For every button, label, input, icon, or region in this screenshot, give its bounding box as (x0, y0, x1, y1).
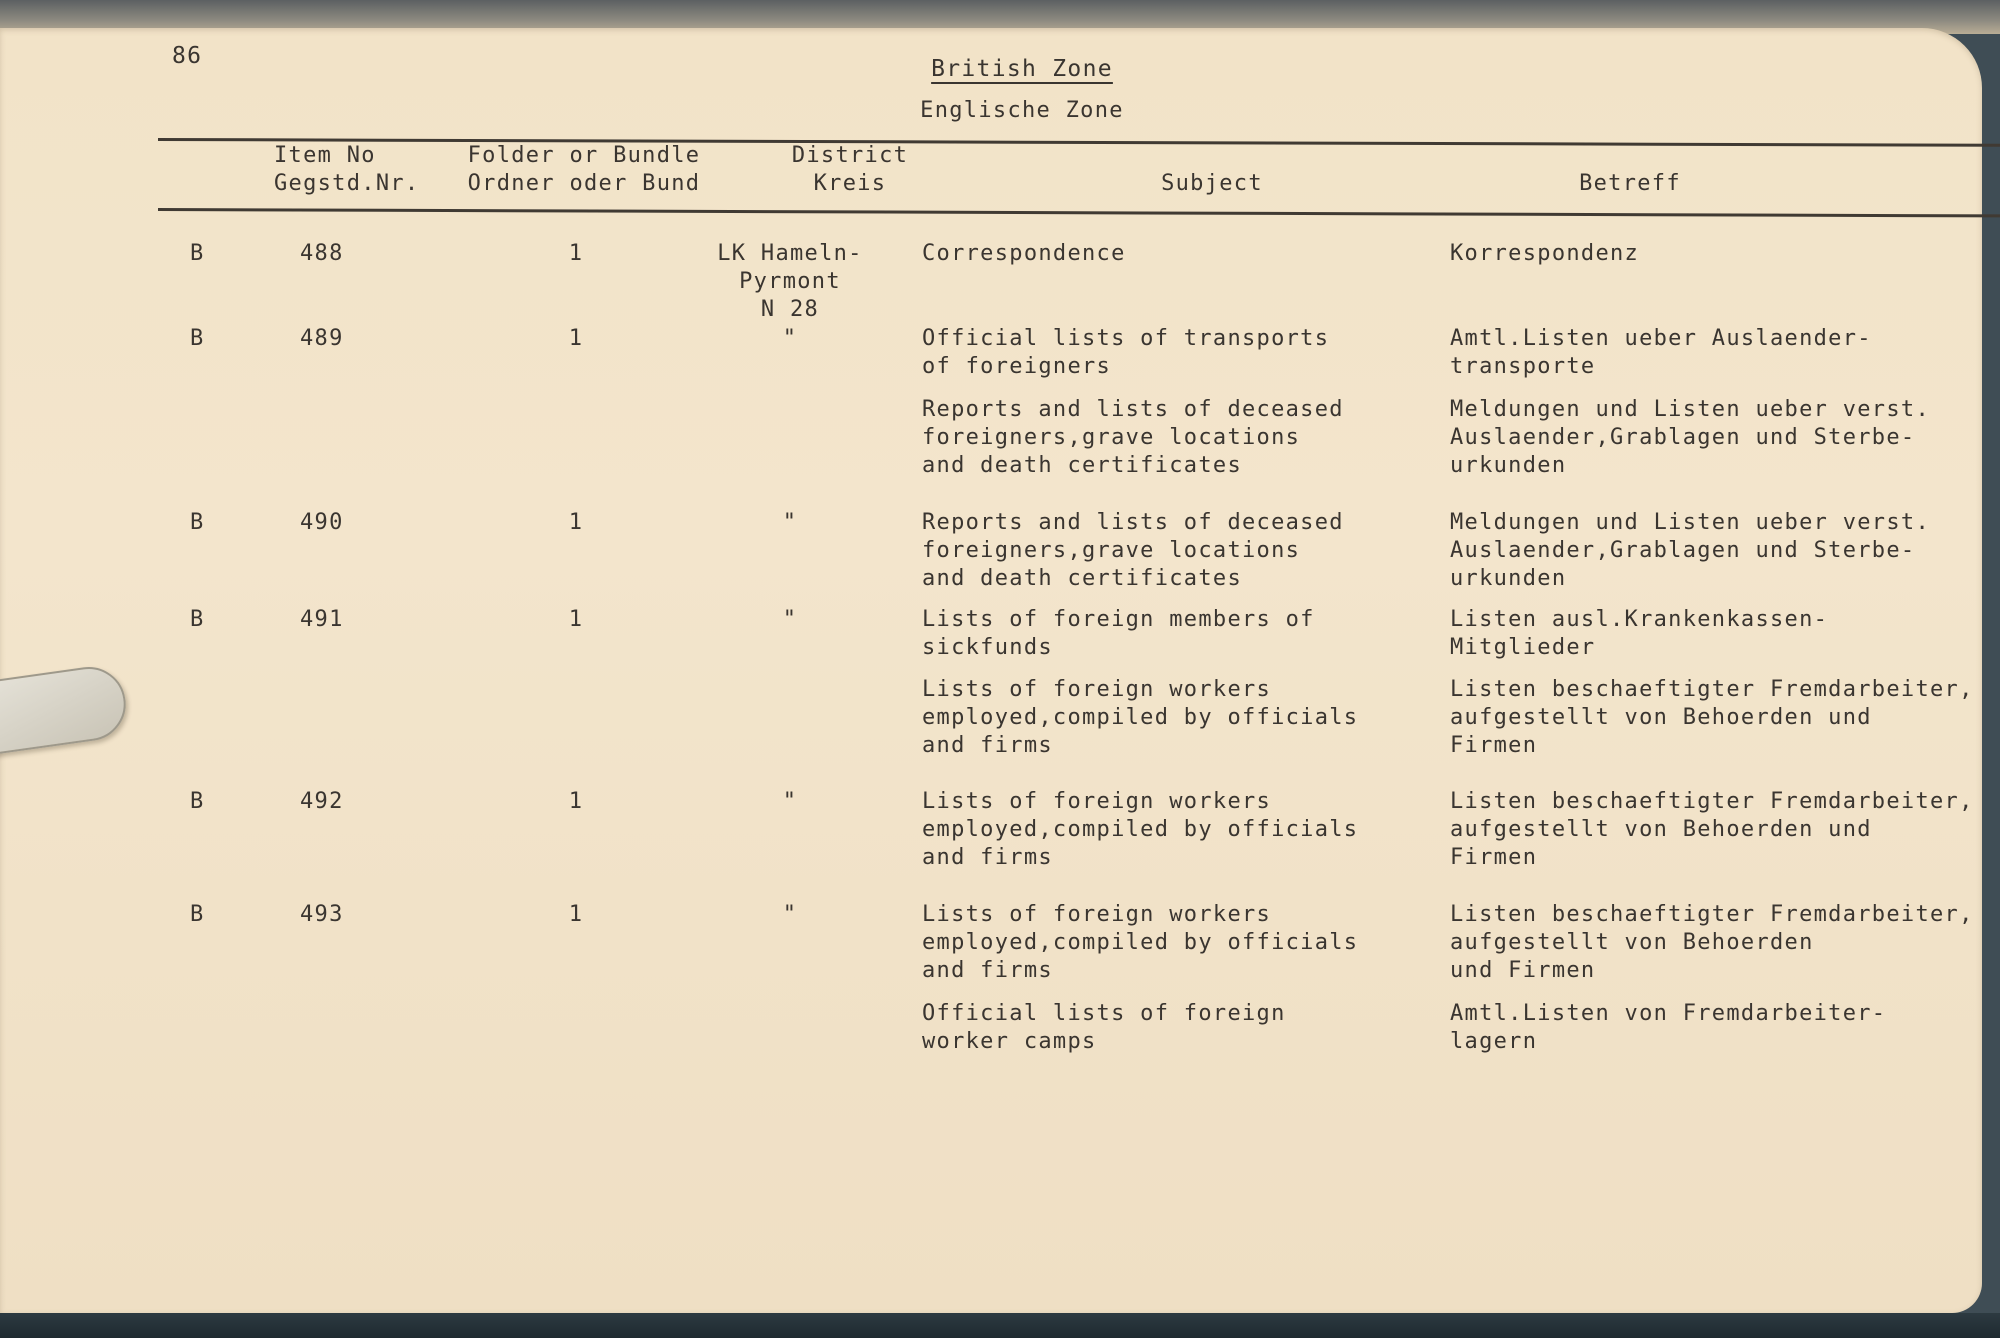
row-folder: 1 (568, 241, 584, 266)
row-subject: Lists of foreign workers employed,compiled by officials and firms (922, 902, 1359, 983)
row-folder: 1 (568, 607, 584, 632)
row-subject: Reports and lists of deceased foreigners,grave locations and death certificates (922, 510, 1344, 591)
row-folder: 1 (568, 789, 584, 814)
row-betreff: Listen beschaeftigter Fremdarbeiter, aufgestellt von Behoerden und Firmen (1450, 677, 1974, 758)
row-letter: B (190, 789, 205, 814)
row-letter: B (190, 902, 205, 927)
row-betreff: Meldungen und Listen ueber verst. Auslaender,Grablagen und Sterbe- urkunden (1450, 510, 1930, 591)
page-number: 86 (172, 43, 203, 69)
row-betreff: Amtl.Listen ueber Auslaender- transporte (1450, 326, 1872, 379)
row-item-number: 490 (300, 510, 344, 535)
row-folder: 1 (568, 510, 584, 535)
header-folder: Folder or Bundle Ordner oder Bund (467, 143, 701, 196)
row-letter: B (190, 510, 205, 535)
row-letter: B (190, 326, 205, 351)
row-district: " (782, 326, 798, 351)
row-item-number: 489 (300, 326, 344, 351)
row-letter: B (190, 241, 205, 266)
page-subtitle: Englische Zone (920, 98, 1124, 123)
row-subject: Official lists of foreign worker camps (922, 1001, 1286, 1054)
row-item-number: 491 (300, 607, 344, 632)
row-district: " (782, 510, 798, 535)
row-betreff: Listen beschaeftigter Fremdarbeiter, aufgestellt von Behoerden und Firmen (1450, 902, 1974, 983)
document-page (0, 28, 1982, 1313)
row-item-number: 488 (300, 241, 344, 266)
row-betreff: Listen ausl.Krankenkassen- Mitglieder (1450, 607, 1829, 660)
row-district: " (782, 902, 798, 927)
scan-background-bottom (0, 1313, 2000, 1338)
row-letter: B (190, 607, 205, 632)
row-district: " (782, 789, 798, 814)
row-betreff: Meldungen und Listen ueber verst. Auslaender,Grablagen und Sterbe- urkunden (1450, 397, 1930, 478)
row-subject: Lists of foreign members of sickfunds (922, 607, 1315, 660)
header-betreff: Betreff (1579, 171, 1681, 196)
row-folder: 1 (568, 326, 584, 351)
row-item-number: 493 (300, 902, 344, 927)
header-subject: Subject (1161, 171, 1263, 196)
row-betreff: Korrespondenz (1450, 241, 1640, 266)
row-folder: 1 (568, 902, 584, 927)
row-subject: Reports and lists of deceased foreigners,grave locations and death certificates (922, 397, 1344, 478)
page-title: British Zone (931, 56, 1113, 82)
row-subject: Official lists of transports of foreigners (922, 326, 1330, 379)
row-betreff: Amtl.Listen von Fremdarbeiter- lagern (1450, 1001, 1887, 1054)
header-district: District Kreis (791, 143, 909, 196)
row-subject: Lists of foreign workers employed,compiled by officials and firms (922, 789, 1359, 870)
header-item-no: Item No Gegstd.Nr. (274, 143, 420, 196)
row-district: " (782, 607, 798, 632)
row-item-number: 492 (300, 789, 344, 814)
row-betreff: Listen beschaeftigter Fremdarbeiter, aufgestellt von Behoerden und Firmen (1450, 789, 1974, 870)
row-subject: Lists of foreign workers employed,compiled by officials and firms (922, 677, 1359, 758)
row-district: LK Hameln- Pyrmont N 28 (717, 241, 863, 322)
row-subject: Correspondence (922, 241, 1126, 266)
